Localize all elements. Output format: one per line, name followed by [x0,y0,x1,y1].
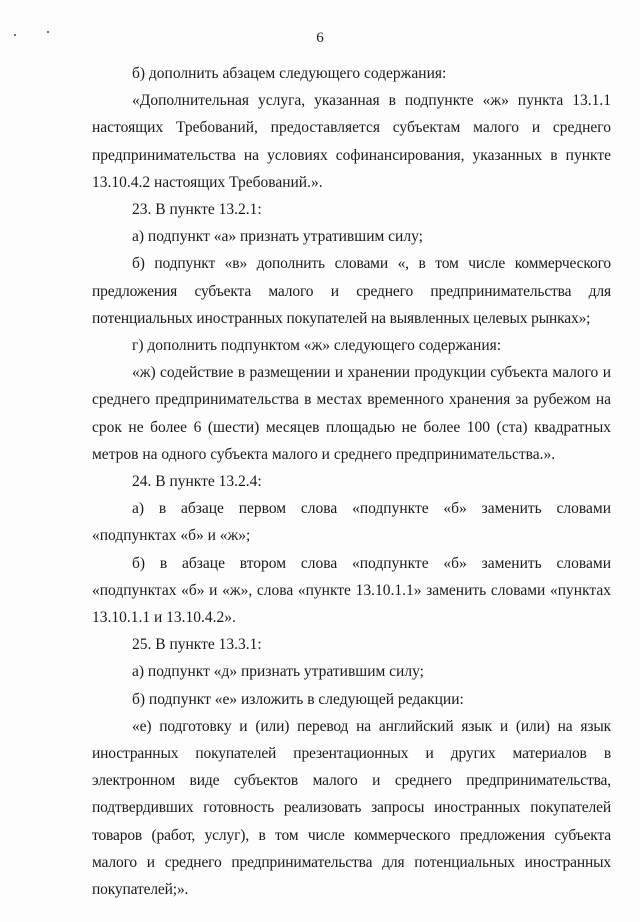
paragraph: «ж) содействие в размещении и хранении продукции субъекта малого и среднего предпринимательства в местах временного хранения за рубежом на срок не более 6 (шести) месяцев площадью не более 100 (ста) квадратных метров на одного субъекта малого и среднего предпринимательства.». [92,364,611,463]
paragraph: б) дополнить абзацем следующего содержания: [132,65,447,82]
document-body [92,60,611,903]
paragraph: 23. В пункте 13.2.1: [132,201,262,219]
paragraph: б) подпункт «в» дополнить словами «, в том числе коммерческого предложения субъекта малого и среднего предпринимательства для потенциальных иностранных покупателей на выявленных целевых рынках»; [92,255,611,327]
page-number: 6 [316,30,324,46]
paragraph: а) подпункт «а» признать утратившим силу; [132,228,423,246]
paragraph: б) в абзаце втором слова «подпункте «б» заменить словами «подпунктах «б» и «ж», слова «пункте 13.10.1.1» заменить словами «пунктах 13.10.1.1 и 13.10.4.2». [92,554,611,627]
paragraph: а) подпункт «д» признать утратившим силу; [132,663,424,681]
paragraph: а) в абзаце первом слова «подпункте «б» заменить словами «подпунктах «б» и «ж»; [92,500,611,545]
paragraph: б) подпункт «е» изложить в следующей редакции: [132,690,464,708]
paragraph: 24. В пункте 13.2.4: [132,473,262,491]
paragraph: г) дополнить подпунктом «ж» следующего содержания: [132,337,502,355]
paragraph: 25. В пункте 13.3.1: [132,636,262,654]
paragraph: «е) подготовку и (или) перевод на английский язык и (или) на язык иностранных покупателей презентационных и других материалов в электронном виде субъектов малого и среднего предпринимательства, подтвердивших готовность реализовать запросы иностранных покупателей товаров (работ, услуг), в том числе коммерческого предложения субъекта малого и среднего предпринимательства для потенциальных иностранных покупателей;». [92,717,611,899]
paragraph: «Дополнительная услуга, указанная в подпункте «ж» пункта 13.1.1 настоящих Требований, предоставляется субъектам малого и среднего предпринимательства на условиях софинансирования, указанных в пункте 13.10.4.2 настоящих Требований.». [92,92,611,191]
